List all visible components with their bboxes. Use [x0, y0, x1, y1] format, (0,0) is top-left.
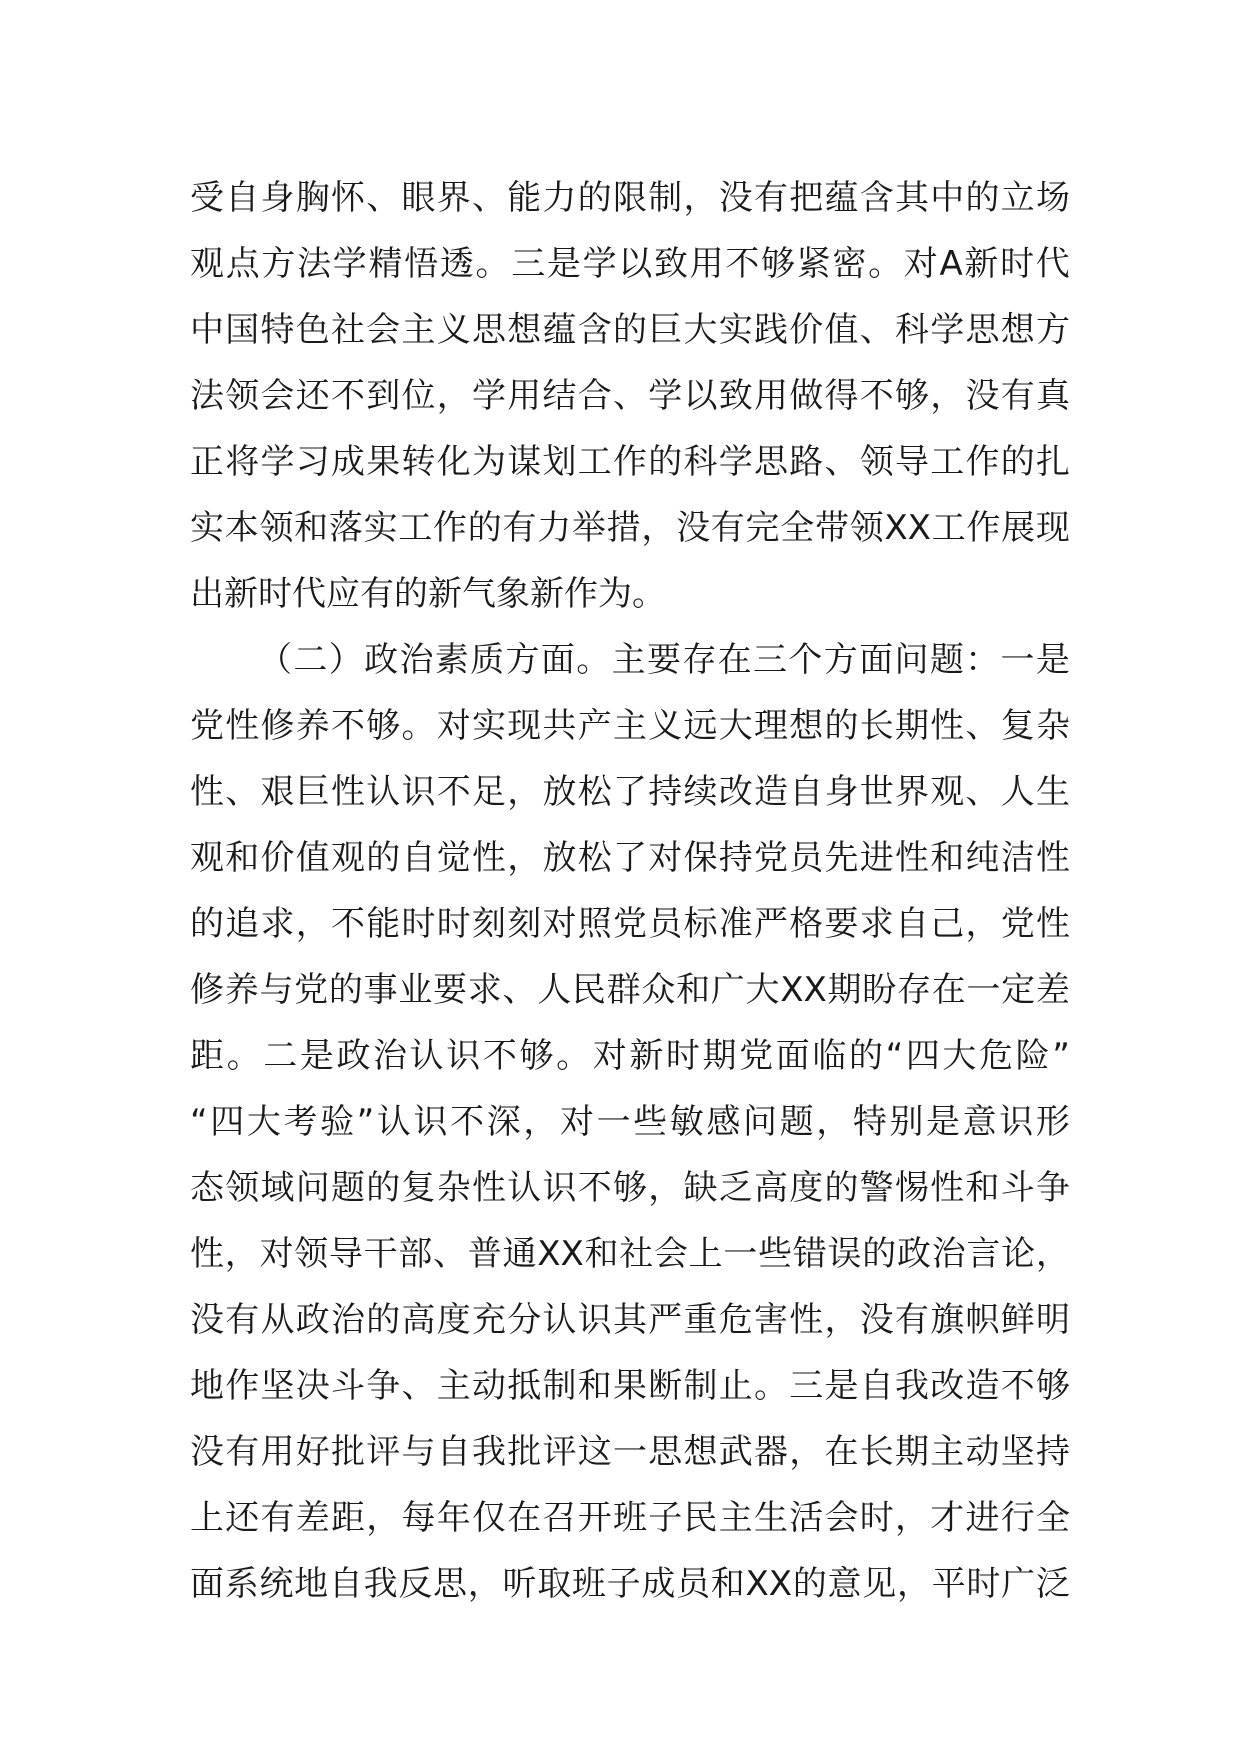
text-line: 中 国 特 色 社 会 主 义 思 想 蕴 含 的 巨 大 实 践 价 值 、 科 学 思 想 方: [190, 310, 1070, 350]
text-line: 的 追 求 ， 不 能 时 时 刻 刻 对 照 党 员 标 准 严 格 要 求 自 己 ， 党 性: [190, 904, 1070, 944]
text-line: 没 有 用 好 批 评 与 自 我 批 评 这 一 思 想 武 器 ， 在 长 期 主 动 坚 持: [190, 1432, 1070, 1472]
text-line: “ 四 大 考 验 ” 认 识 不 深 ， 对 一 些 敏 感 问 题 ， 特 别 是 意 识 形: [190, 1102, 1070, 1142]
text-line: 党 性 修 养 不 够 。 对 实 现 共 产 主 义 远 大 理 想 的 长 期 性 、 复 杂: [190, 706, 1070, 746]
text-line: 地 作 坚 决 斗 争 、 主 动 抵 制 和 果 断 制 止 。 三 是 自 我 改 造 不 够: [190, 1366, 1070, 1406]
text-line: 观 点 方 法 学 精 悟 透 。 三 是 学 以 致 用 不 够 紧 密 。 对 A 新 时 代: [190, 244, 1070, 284]
text-line: 出新时代应有的新气象新作为。: [190, 574, 666, 614]
text-line: 态 领 域 问 题 的 复 杂 性 认 识 不 够 ， 缺 乏 高 度 的 警 惕 性 和 斗 争: [190, 1168, 1070, 1208]
text-line: 法 领 会 还 不 到 位 ， 学 用 结 合 、 学 以 致 用 做 得 不 够 ， 没 有 真: [190, 376, 1070, 416]
text-line: 距 。 二 是 政 治 认 识 不 够 。 对 新 时 期 党 面 临 的 “ 四 大 危 险 ”: [190, 1036, 1070, 1076]
text-line: 实 本 领 和 落 实 工 作 的 有 力 举 措 ， 没 有 完 全 带 领 XX 工 作 展 现: [190, 508, 1070, 548]
section-heading-line: （ 二 ） 政 治 素 质 方 面 。 主 要 存 在 三 个 方 面 问 题 ： 一 是: [258, 640, 1070, 680]
text-line: 修 养 与 党 的 事 业 要 求 、 人 民 群 众 和 广 大 XX 期 盼 存 在 一 定 差: [190, 970, 1070, 1010]
text-line: 性 、 艰 巨 性 认 识 不 足 ， 放 松 了 持 续 改 造 自 身 世 界 观 、 人 生: [190, 772, 1070, 812]
text-line: 上 还 有 差 距 ， 每 年 仅 在 召 开 班 子 民 主 生 活 会 时 ， 才 进 行 全: [190, 1498, 1070, 1538]
text-line: 面 系 统 地 自 我 反 思 ， 听 取 班 子 成 员 和 XX 的 意 见 ， 平 时 广 泛: [190, 1564, 1070, 1604]
text-line: 性 ， 对 领 导 干 部 、 普 通 XX 和 社 会 上 一 些 错 误 的 政 治 言 论 ，: [190, 1234, 1070, 1274]
body-text: [190, 165, 1070, 1617]
text-line: 正 将 学 习 成 果 转 化 为 谋 划 工 作 的 科 学 思 路 、 领 导 工 作 的 扎: [190, 442, 1070, 482]
text-line: 观 和 价 值 观 的 自 觉 性 ， 放 松 了 对 保 持 党 员 先 进 性 和 纯 洁 性: [190, 838, 1070, 878]
text-line: 受 自 身 胸 怀 、 眼 界 、 能 力 的 限 制 ， 没 有 把 蕴 含 其 中 的 立 场: [190, 178, 1070, 218]
text-line: 没 有 从 政 治 的 高 度 充 分 认 识 其 严 重 危 害 性 ， 没 有 旗 帜 鲜 明: [190, 1300, 1070, 1340]
